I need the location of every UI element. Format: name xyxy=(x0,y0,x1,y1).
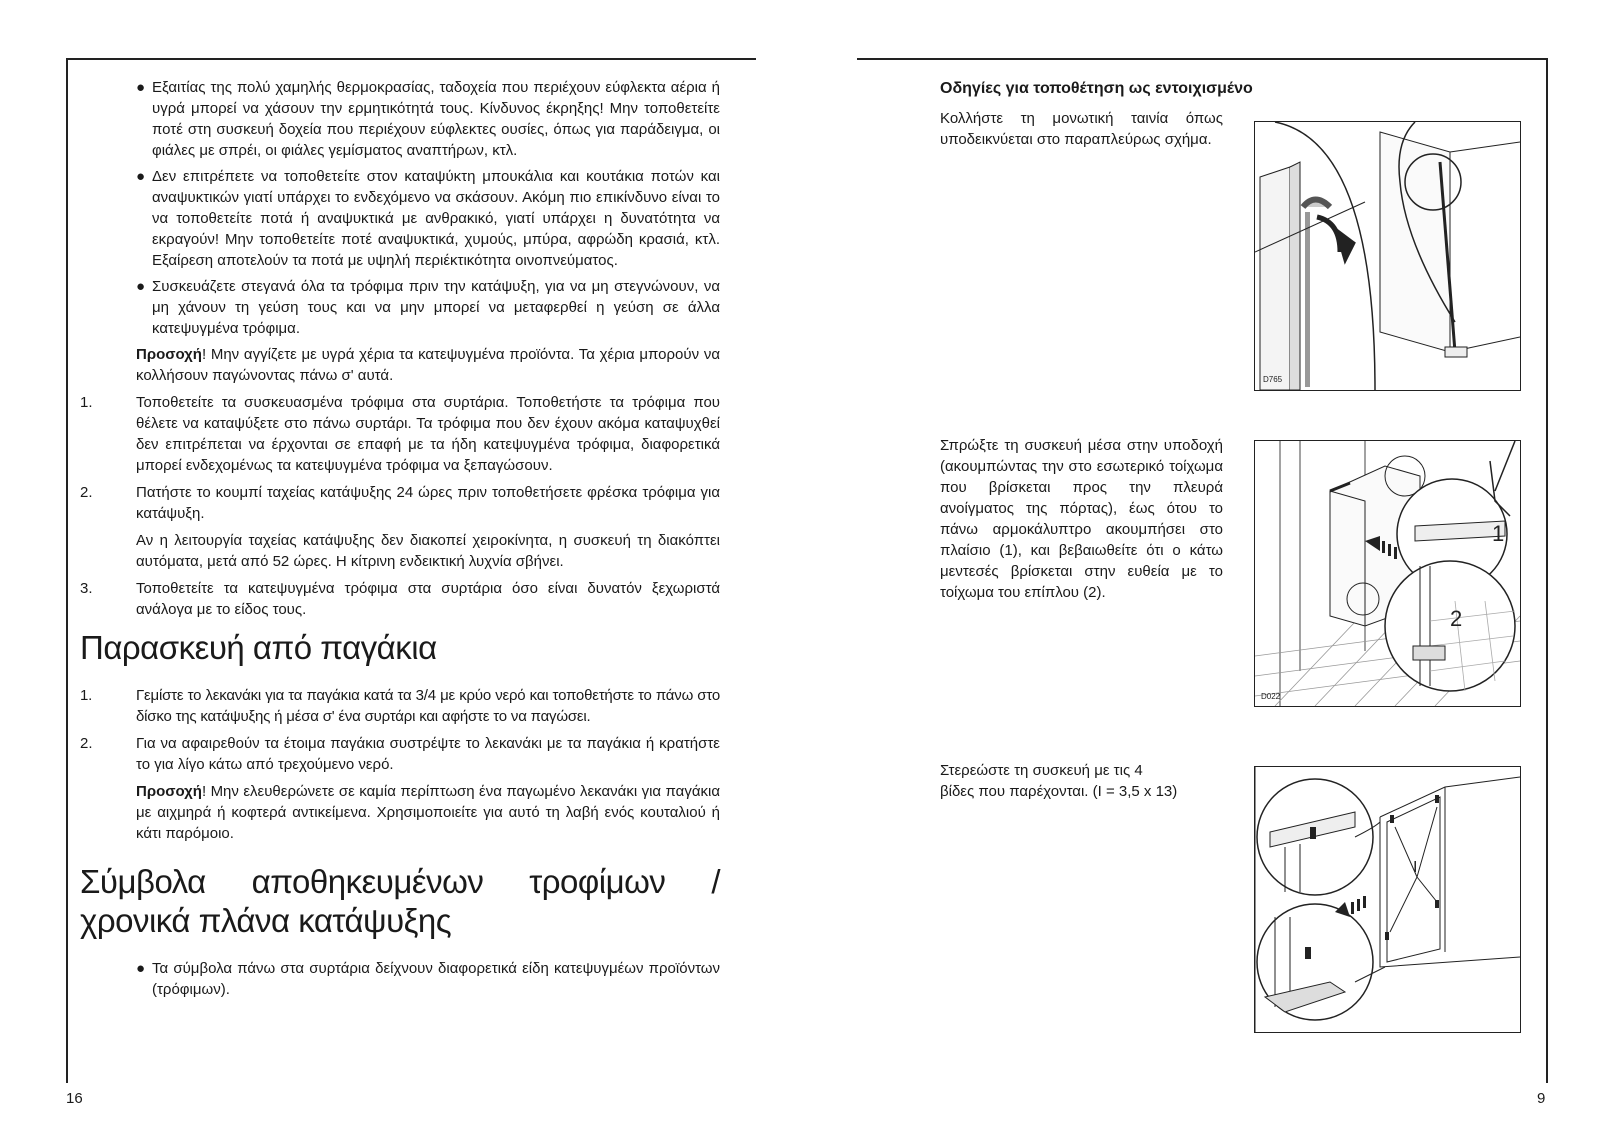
bullet-dot-icon: ● xyxy=(136,168,146,185)
step-number: 3. xyxy=(80,580,93,597)
bullet-dot-icon: ● xyxy=(136,960,146,977)
step-text: Τοποθετείτε τα συσκευασμένα τρόφιμα στα συρτάρια. Τοποθετήστε τα τρόφιμα που θέλετε να καταψύξετε στο πάνω συρτάρι. Τα τρόφιμα που δεν έχουν ακόμα καταψυχθεί δεν επιτρέπεται να έρχονται σε επαφή με τα ήδη κατεψυγμένα τρόφιμα, διαφορετικά μπορεί ενδεχομένως τα κατεψυγμένα τρόφιμα να ξεπαγώσουν. xyxy=(136,394,720,474)
figure-code: D022 xyxy=(1261,692,1281,701)
bullet-dot-icon: ● xyxy=(136,278,146,295)
step-text: Τοποθετείτε τα κατεψυγμένα τρόφιμα στα συρτάρια όσο είναι δυνατόν ξεχωριστά ανάλογα με το είδος τους. xyxy=(136,580,720,618)
bullet-item: ● Τα σύμβολα πάνω στα συρτάρια δείχνουν διαφορετικά είδη κατεψυγμέων προϊόντων (τρόφιμων). xyxy=(136,960,720,998)
bullet-dot-icon: ● xyxy=(136,79,146,96)
left-page-content xyxy=(80,77,720,1005)
step-subtext: Αν η λειτουργία ταχείας κατάψυξης δεν διακοπεί χειροκίνητα, η συσκευή τη διακόπτει αυτόματα, μετά από 52 ώρες. Η κίτρινη ενδεικτική λυχνία σβήνει. xyxy=(136,532,720,570)
warning-text: ! Μην αγγίζετε με υγρά χέρια τα κατεψυγμένα προϊόντα. Τα χέρια μπορούν να κολλήσουν παγώνοντας πάνω σ' αυτά. xyxy=(136,346,720,384)
instruction-text-3: Στερεώστε τη συσκευή με τις 4 βίδες που παρέχονται. (I = 3,5 x 13) xyxy=(940,762,1178,800)
callout-label-2: 2 xyxy=(1450,606,1463,631)
instruction-text-2: Σπρώξτε τη συσκευή μέσα στην υποδοχή (ακουμπώντας την στο εσωτερικό τοίχωμα που βρίσκεται προς την πλευρά ανοίγματος της πόρτας), έως ότου το πάνω αρμοκάλυπτρο ακουμπήσει στο πλαίσιο (1), και βεβαιωθείτε ότι ο κάτω μεντεσές βρίσκεται στην ευθεία με το τοίχωμα του επίπλου (2). xyxy=(940,437,1223,601)
warning-text: ! Μην ελευθερώνετε σε καμία περίπτωση ένα παγωμένο λεκανάκι για παγάκια με αιχμηρά ή κοφτερά αντικείμενα. Χρησιμοποιείτε για αυτό τη λαβή ενός κουταλιού ή κάτι παρόμοιο. xyxy=(136,783,720,842)
ice-step-item xyxy=(80,733,720,775)
step-number: 1. xyxy=(80,394,93,411)
right-side-rule xyxy=(1546,58,1548,1083)
heading-symbols: Σύμβολα αποθηκευμένων τροφίμων / χρονικά πλάνα κατάψυξης xyxy=(80,863,720,939)
screw-size-label: I xyxy=(1413,859,1418,876)
step-text: Γεμίστε το λεκανάκι για τα παγάκια κατά τα 3/4 με κρύο νερό και τοποθετήστε το πάνω στο δίσκο της κατάψυξης ή μέσα σ' ένα συρτάρι και αφήστε το να παγώσει. xyxy=(136,687,720,725)
figure-push-into-niche xyxy=(1254,440,1521,707)
ice-step-item xyxy=(80,685,720,727)
step-number: 1. xyxy=(80,687,93,704)
left-top-rule xyxy=(66,58,756,60)
warning-label: Προσοχή xyxy=(136,346,202,363)
section-title: Οδηγίες για τοποθέτηση ως εντοιχισμένο xyxy=(940,80,1253,97)
step-item xyxy=(80,482,720,572)
step-number: 2. xyxy=(80,484,93,501)
step-number: 2. xyxy=(80,735,93,752)
warning-note xyxy=(80,344,720,386)
step-text: Για να αφαιρεθούν τα έτοιμα παγάκια συστρέψτε το λεκανάκι με τα παγάκια ή κρατήστε το για λίγο κάτω από τρεχούμενο νερό. xyxy=(136,735,720,773)
left-side-rule xyxy=(66,58,68,1083)
bullet-item: ● Συσκευάζετε στεγανά όλα τα τρόφιμα πριν την κατάψυξη, για να μη στεγνώνουν, να μη χάνουν τη γεύση τους και να μην μπορεί να μεταφερθεί η γεύση σε άλλα κατεψυγμένα τρόφιμα. xyxy=(136,278,720,337)
figure-insulation-tape xyxy=(1254,121,1521,391)
bullet-item: ● Εξαιτίας της πολύ χαμηλής θερμοκρασίας, ταδοχεία που περιέχουν εύφλεκτα αέρια ή υγρά μπορεί να χάσουν την ερμητικότητά τους. Κίνδυνος έκρηξης! Μην τοποθετείτε ποτέ στη συσκευή δοχεία που περιέχουν εύφλεκτες ουσίες, όπως για παράδειγμα, οι φιάλες με σπρέι, οι φιάλες γεμίσματος αναπτήρων, κτλ. xyxy=(136,79,720,159)
instruction-text-1: Κολλήστε τη μονωτική ταινία όπως υποδεικνύεται στο παραπλεύρως σχήμα. xyxy=(940,110,1223,148)
figure-screw-fixing xyxy=(1254,766,1521,1033)
figure-code: D765 xyxy=(1263,375,1283,384)
bullet-item: ● Δεν επιτρέπετε να τοποθετείτε στον καταψύκτη μπουκάλια και κουτάκια ποτών και αναψυκτικών γιατί υπάρχει το ενδεχόμενο να σκάσουν. Ακόμη πιο επικίνδυνο είναι το να τοποθετείτε ποτά ή αναψυκτικά με ανθρακικό, γιατί υπάρχει η δυνατότητα να εκραγούν! Μην τοποθετείτε ποτέ αναψυκτικά, χυμούς, μπύρα, αφρώδη κρασιά, κτλ. Εξαίρεση αποτελούν τα ποτά με υψηλή περιέκτικότητα οινοπνεύματος. xyxy=(136,168,720,269)
callout-label-1: 1 xyxy=(1492,521,1505,546)
step-text: Πατήστε το κουμπί ταχείας κατάψυξης 24 ώρες πριν τοποθετήσετε φρέσκα τρόφιμα για κατάψυξη. xyxy=(136,484,720,522)
heading-ice-cubes: Παρασκευή από παγάκια xyxy=(80,629,437,666)
step-item xyxy=(80,578,720,620)
page-number-right: 9 xyxy=(1537,1090,1546,1107)
right-top-rule xyxy=(857,58,1547,60)
page-number-left: 16 xyxy=(66,1090,83,1107)
warning-note xyxy=(80,781,720,844)
warning-label: Προσοχή xyxy=(136,783,202,800)
step-item xyxy=(80,392,720,476)
